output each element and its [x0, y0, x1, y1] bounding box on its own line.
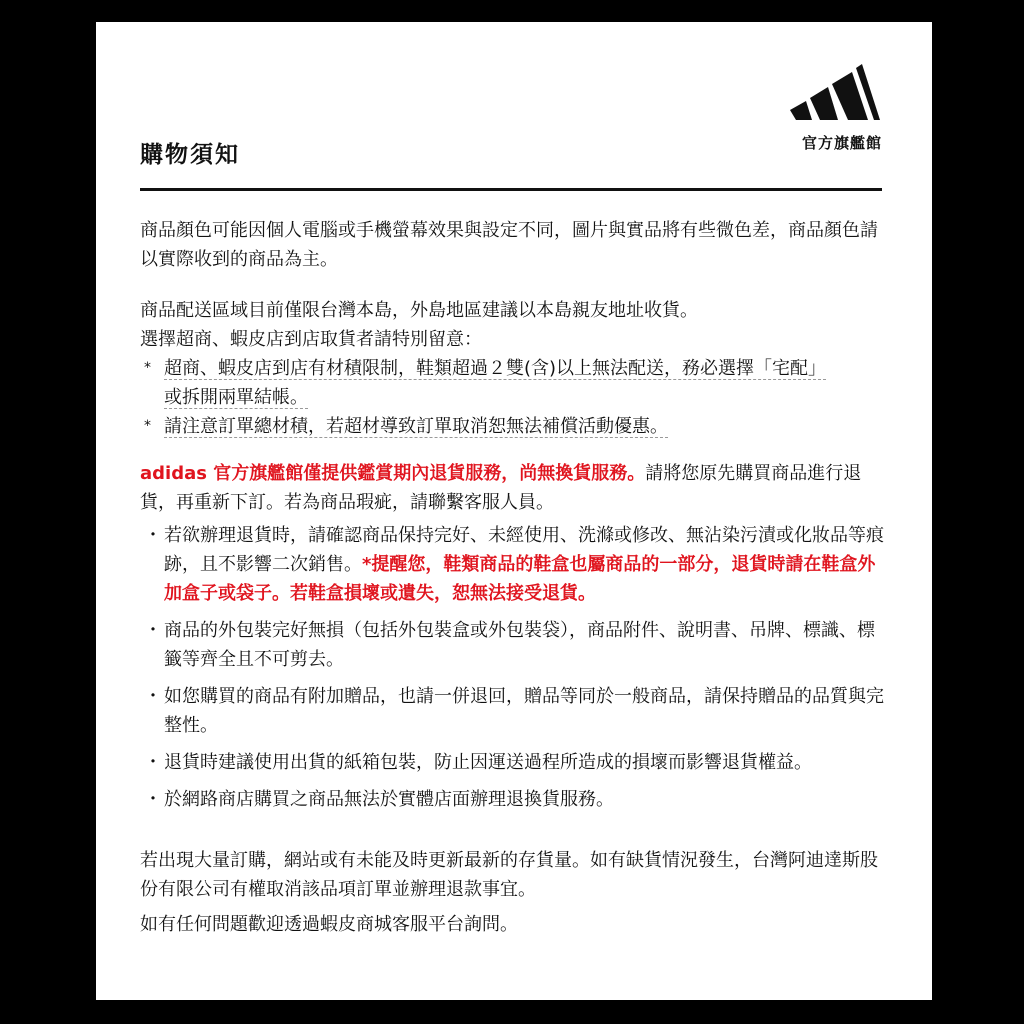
pickup-note-text-cont: 或拆開兩單結帳。 — [164, 387, 308, 408]
return-conditions-list — [140, 521, 892, 814]
list-item — [140, 521, 892, 608]
return-policy-highlight: adidas 官方旗艦館僅提供鑑賞期內退貨服務，尚無換貨服務。 — [140, 463, 646, 484]
shipping-area-text: 商品配送區域目前僅限台灣本島，外島地區建議以本島親友地址收貨。 — [140, 300, 698, 321]
list-item — [140, 412, 892, 441]
pickup-notes-list — [140, 354, 892, 441]
adidas-logo-icon — [790, 64, 880, 120]
bullet-marker: ・ — [144, 620, 162, 641]
asterisk-marker: * — [144, 360, 151, 376]
return-section — [140, 459, 892, 814]
list-item — [140, 616, 892, 674]
return-intro — [140, 459, 892, 517]
condition-text: 於網路商店購買之商品無法於實體店面辦理退換貨服務。 — [164, 789, 614, 810]
pickup-notice-text: 選擇超商、蝦皮店到店取貨者請特別留意： — [140, 329, 482, 350]
page-title: 購物須知 — [140, 142, 240, 168]
shipping-section — [140, 296, 892, 441]
title-divider — [140, 188, 882, 191]
list-item — [140, 785, 892, 814]
bullet-marker: ・ — [144, 789, 162, 810]
notice-card — [96, 22, 932, 1000]
condition-text: 商品的外包裝完好無損（包括外包裝盒或外包裝袋），商品附件、說明書、吊牌、標識、標籤等齊全且不可剪去。 — [164, 620, 875, 670]
list-item — [140, 354, 892, 412]
bullet-marker: ・ — [144, 525, 162, 546]
color-notice: 商品顏色可能因個人電腦或手機螢幕效果與設定不同，圖片與實品將有些微色差，商品顏色請以實際收到的商品為主。 — [140, 220, 878, 270]
brand-subtitle: 官方旗艦館 — [801, 134, 882, 152]
condition-text: 如您購買的商品有附加贈品，也請一併退回，贈品等同於一般商品，請保持贈品的品質與完整性。 — [164, 686, 884, 736]
list-item — [140, 748, 892, 777]
pickup-note-text: 超商、蝦皮店到店有材積限制，鞋類超過２雙(含)以上無法配送，務必選擇「宅配」 — [164, 358, 827, 379]
shoebox-warning: *提醒您，鞋類商品的鞋盒也屬商品的一部分，退貨時請在鞋盒外加盒子或袋子。若鞋盒損壞或遺失，恕無法接受退貨。 — [164, 554, 876, 604]
condition-text: 若欲辦理退貨時，請確認商品保持完好、未經使用、洗滌或修改、無沾染污漬或化妝品等痕跡，且不影響二次銷售。 — [164, 525, 884, 575]
bullet-marker: ・ — [144, 686, 162, 707]
asterisk-marker: * — [144, 418, 151, 434]
list-item — [140, 682, 892, 740]
notice-content — [140, 216, 892, 939]
bullet-marker: ・ — [144, 752, 162, 773]
contact-notice: 如有任何問題歡迎透過蝦皮商城客服平台詢問。 — [140, 914, 518, 935]
stock-notice: 若出現大量訂購，網站或有未能及時更新最新的存貨量。如有缺貨情況發生，台灣阿迪達斯股份有限公司有權取消該品項訂單並辦理退款事宜。 — [140, 850, 878, 900]
return-intro-text: 請將您原先購買商品進行退貨，再重新下訂。若為商品瑕疵，請聯繫客服人員。 — [140, 463, 862, 513]
condition-text: 退貨時建議使用出貨的紙箱包裝，防止因運送過程所造成的損壞而影響退貨權益。 — [164, 752, 812, 773]
pickup-note-text: 請注意訂單總材積，若超材導致訂單取消恕無法補償活動優惠。 — [164, 416, 668, 437]
